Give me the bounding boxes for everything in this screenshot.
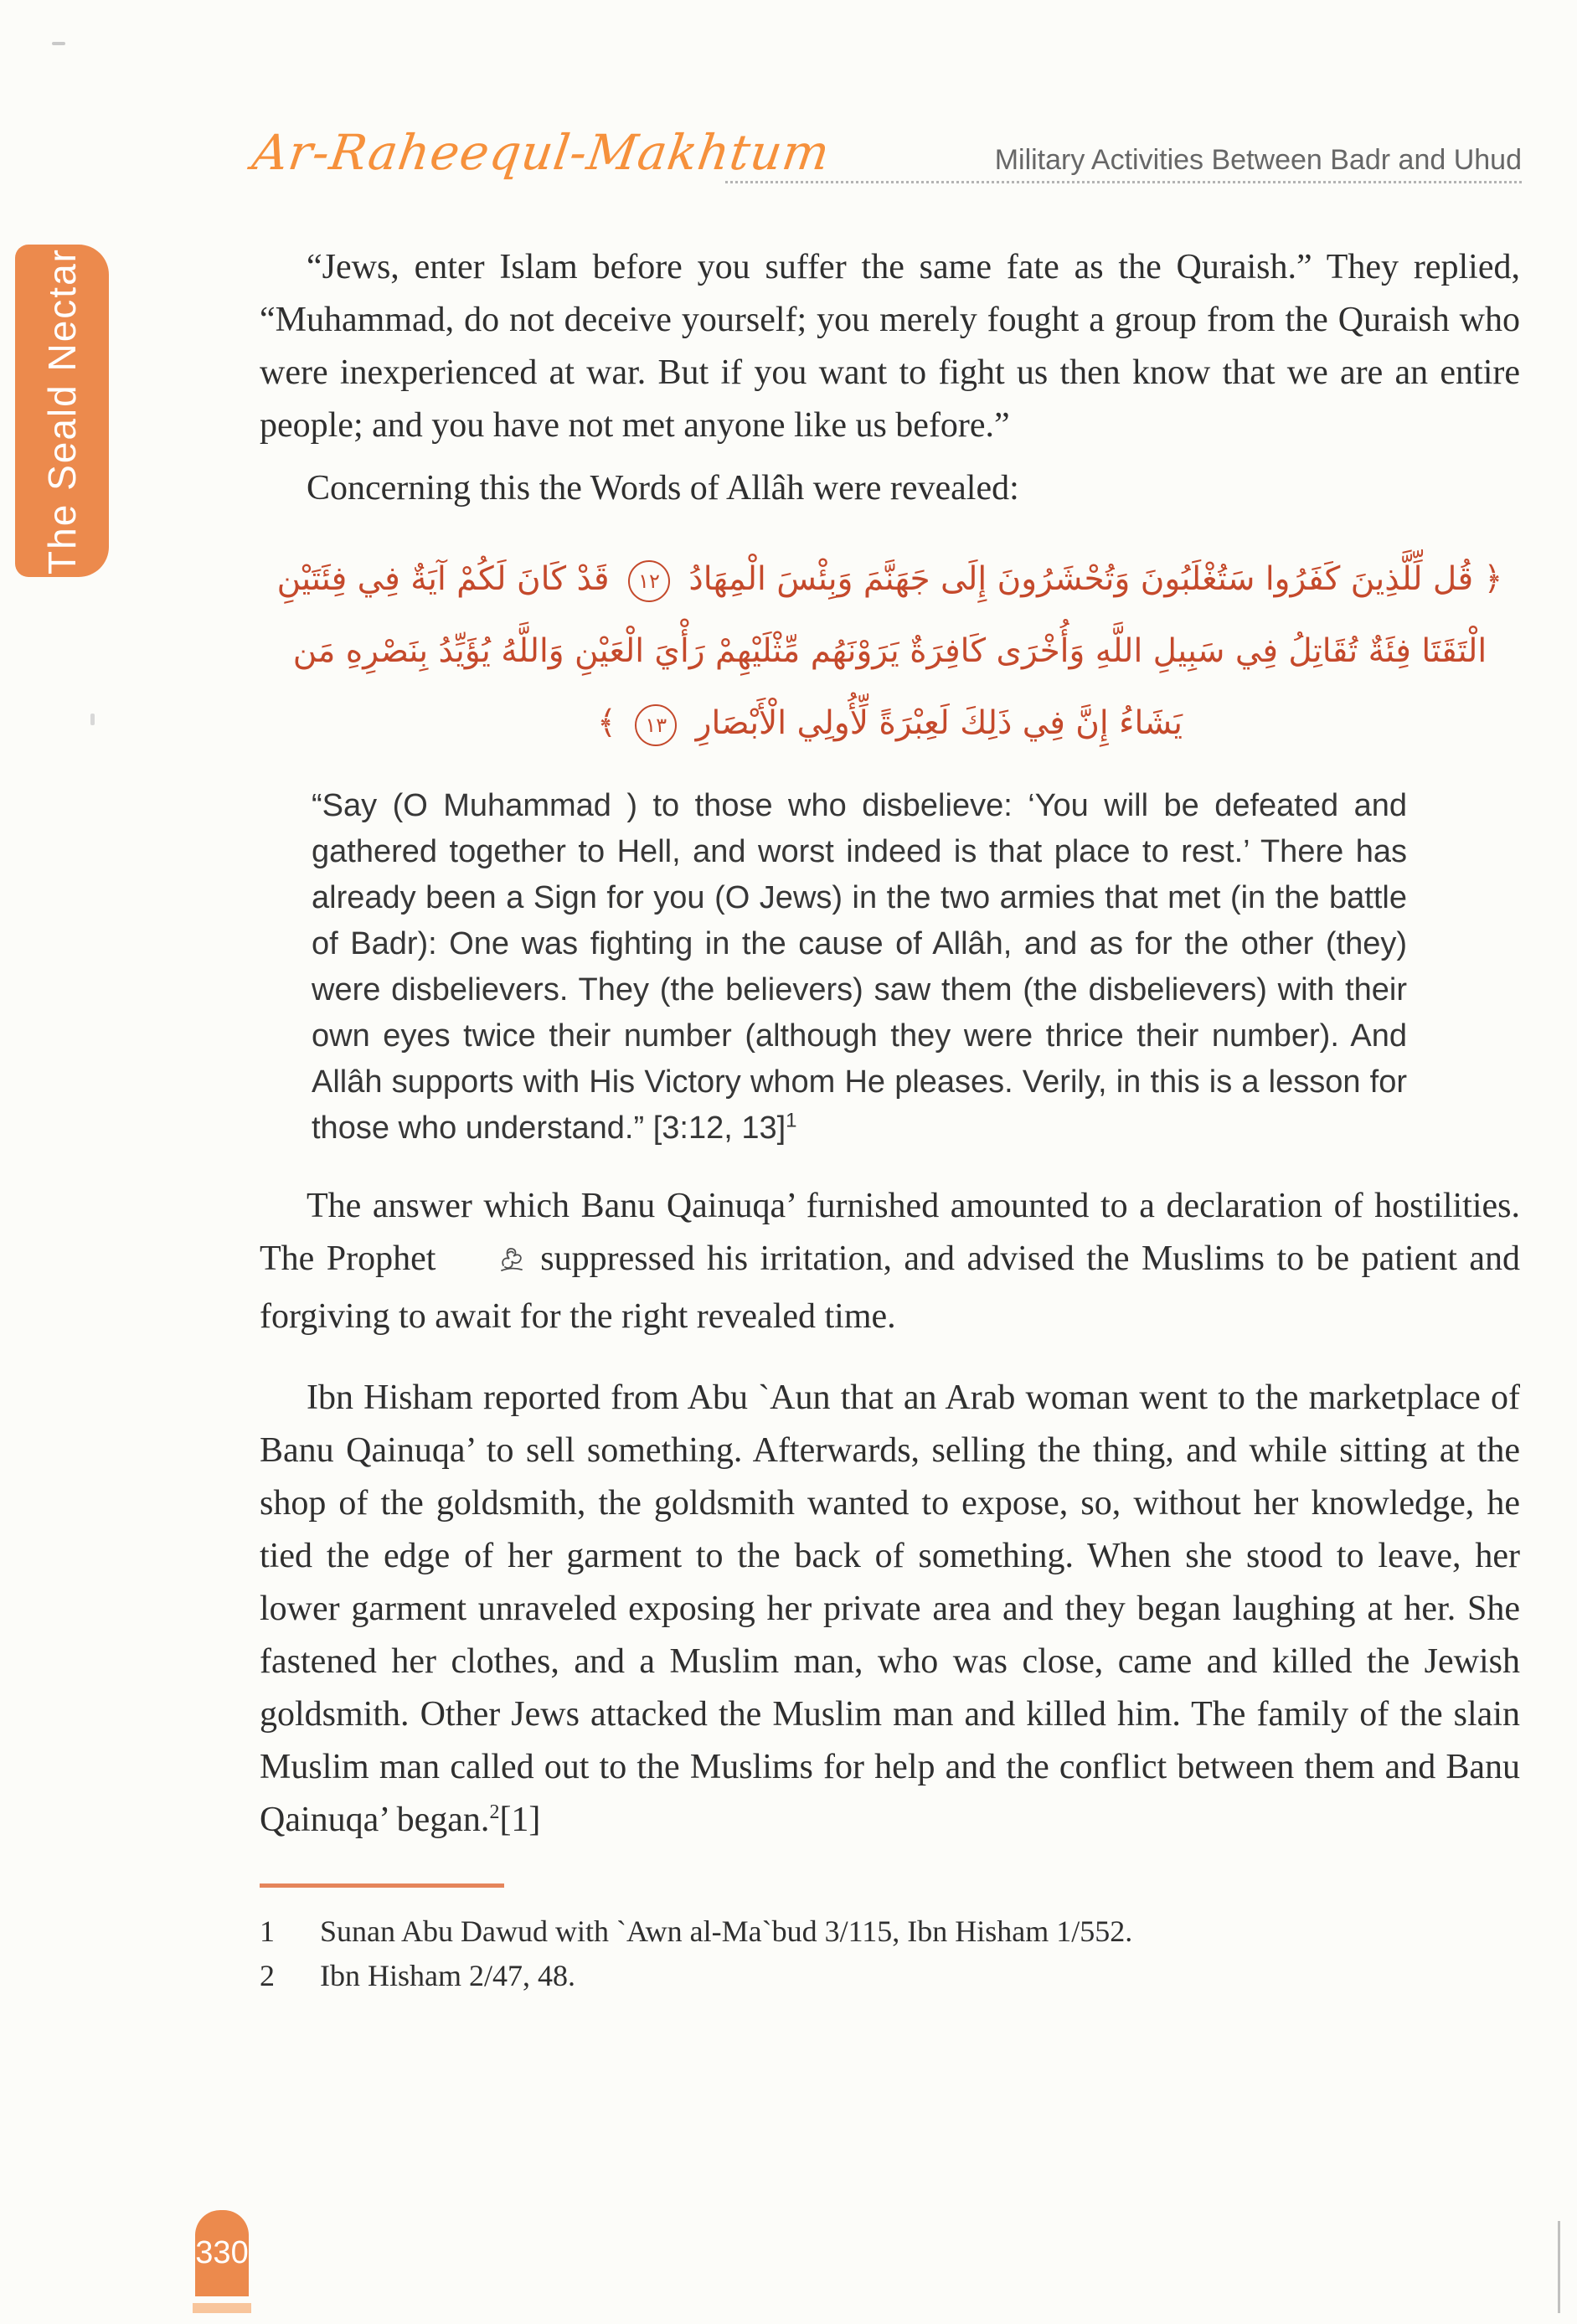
- footnote-item: [260, 1954, 1520, 1998]
- page-number: 330: [195, 2235, 249, 2270]
- footnote-text: Ibn Hisham 2/47, 48.: [320, 1959, 575, 1992]
- page-badge-strip: [193, 2303, 251, 2313]
- paragraph-dialogue: “Jews, enter Islam before you suffer the same fate as the Quraish.” They replied, “Muhammad, do not deceive yourself; you merely fought a group from the Quraish who were inexperienced at war. But if you want to fight us then know that we are an entire people; and you have not met anyone like us before.”: [260, 248, 1520, 445]
- footnote-number: 2: [260, 1959, 275, 1992]
- scan-artifact: [52, 42, 65, 45]
- bracket-note: [1]: [499, 1801, 541, 1839]
- scan-artifact: [90, 714, 95, 725]
- verse-translation-text: “Say (O Muhammad ) to those who disbelieve: ‘You will be defeated and gathered together to Hell, and worst indeed is that place to rest.’ There has already been a Sign for you (O Jews) in the two armies that met (in the battle of Badr): One was fighting in the cause of Allâh, and as for the other (they) were disbelievers. They (the believers) saw them (the disbelievers) with their own eyes twice their number (although they were thrice their number). And Allâh supports with His Victory whom He pleases. Verily, in this is a lesson for those who understand.” [3:12, 13]: [312, 788, 1407, 1146]
- footnotes: [260, 1909, 1520, 1998]
- paragraph-ibn-hisham: [260, 1372, 1520, 1847]
- paragraph-answer-before: The answer which Banu Qainuqa’ furnished amounted to a declaration of hostilities. The Prophet: [260, 1187, 1520, 1278]
- arabic-verse-13: قَدْ كَانَ لَكُمْ آيَةٌ فِي فِئَتَيْنِ الْتَقَتَا فِئَةٌ تُقَاتِلُ فِي سَبِيلِ اللَّهِ وَأُخْرَى كَافِرَةٌ يَرَوْنَهُم مِّثْلَيْهِمْ رَأْيَ الْعَيْنِ وَاللَّهُ يُؤَيِّدُ بِنَصْرِهِ مَن يَشَاءُ إِنَّ فِي ذَلِكَ لَعِبْرَةً لِّأُولِي الْأَبْصَارِ: [276, 560, 1487, 742]
- footnote-separator: [260, 1883, 504, 1888]
- book-title-script: Ar-Raheequl-Makhtum: [249, 124, 834, 181]
- paragraph-intro-verse: Concerning this the Words of Allâh were revealed:: [307, 469, 1019, 508]
- paragraph-answer: [260, 1180, 1520, 1343]
- paragraph-answer-after: suppressed his irritation, and advised the Muslims to be patient and forgiving to await for the right revealed time.: [260, 1239, 1521, 1336]
- header-dotted-rule: [725, 164, 1522, 183]
- sidebar-tab: [15, 245, 109, 577]
- verse-translation: [312, 783, 1407, 1152]
- ornate-close-bracket: ﴾: [596, 704, 616, 742]
- arabic-verse: [275, 544, 1505, 760]
- page-content: [260, 241, 1520, 1998]
- paragraph-ibn-hisham-text: Ibn Hisham reported from Abu `Aun that an Arab woman went to the marketplace of Banu Qainuqa’ to sell something. Afterwards, selling the thing, and while sitting at the shop of the goldsmith, the goldsmith wanted to expose, so, without her knowledge, he tied the edge of her garment to the back of something. When she stood to leave, her lower garment unraveled exposing her private area and they began laughing at her. She fastened her clothes, and a Muslim man, who was close, came and killed the Jewish goldsmith. Other Jews attacked the Muslim man and killed him. The family of the slain Muslim man called out to the Muslims for help and the conflict between them and Banu Qainuqa’ began.: [260, 1378, 1520, 1839]
- prophet-honorific-icon: [451, 1238, 525, 1291]
- ornate-open-bracket: ﴿: [1483, 560, 1503, 598]
- verse-13-marker: ١٣: [635, 704, 677, 746]
- footnote-number: 1: [260, 1914, 275, 1948]
- verse-12-marker: ١٢: [628, 560, 670, 602]
- footnote-item: [260, 1909, 1520, 1954]
- footnote-ref-2: 2: [489, 1801, 500, 1823]
- scan-artifact: [1558, 2221, 1560, 2313]
- page-number-badge: [195, 2210, 249, 2296]
- sidebar-tab-label: The Seald Nectar: [40, 247, 84, 575]
- footnote-text: Sunan Abu Dawud with `Awn al-Ma`bud 3/115, Ibn Hisham 1/552.: [320, 1914, 1133, 1948]
- chapter-title: Military Activities Between Badr and Uhud: [994, 144, 1522, 176]
- footnote-ref-1: 1: [786, 1109, 797, 1132]
- arabic-verse-12: قُل لِّلَّذِينَ كَفَرُوا سَتُغْلَبُونَ وَتُحْشَرُونَ إِلَى جَهَنَّمَ وَبِئْسَ الْمِهَادُ: [688, 560, 1474, 598]
